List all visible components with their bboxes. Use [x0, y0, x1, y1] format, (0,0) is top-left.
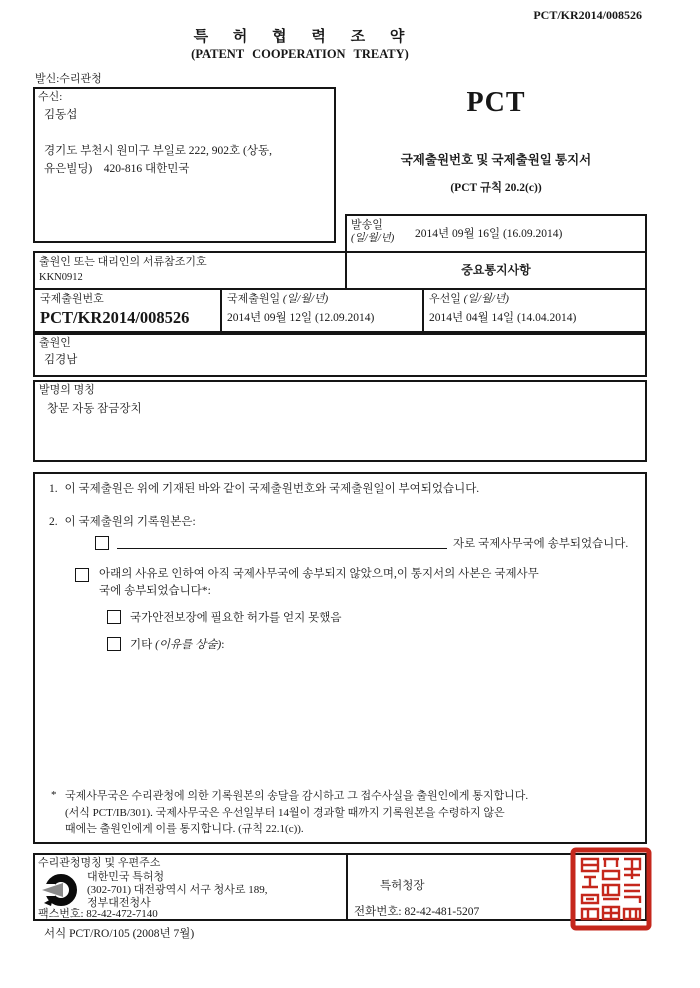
- footnote-line-1: 국제사무국은 수리관청에 의한 기록원본의 송달을 감시하고 그 접수사실을 출원인에게 통지합니다.: [65, 790, 529, 802]
- recipient-address-box: [33, 87, 336, 243]
- dispatch-date-value: 2014년 09월 16일 (16.09.2014): [415, 228, 563, 240]
- receiving-office-box: [33, 853, 647, 921]
- checkbox-sent-to-ib: [95, 536, 109, 550]
- sub-option-other-post: :: [221, 639, 225, 651]
- blank-date-line: [117, 534, 447, 549]
- invention-title-row: [33, 380, 647, 462]
- dispatch-date-box: [345, 214, 647, 253]
- recipient-address-line2: 유은빌딩) 420-816 대한민국: [44, 163, 190, 175]
- sub-option-other: [130, 638, 224, 653]
- footnote-line-2: (서식 PCT/IB/301). 국제사무국은 우선일부터 14월이 경과할 때까지 기록원본을 수령하지 않은: [65, 806, 505, 819]
- body-item-1-number: 1.: [49, 483, 58, 495]
- document-number: PCT/KR2014/008526: [533, 8, 642, 22]
- notice-title: 국제출원번호 및 국제출원일 통지서: [400, 153, 592, 167]
- applicant-value: 김경남: [44, 354, 78, 366]
- checkbox-not-yet-sent: [75, 568, 89, 582]
- form-identifier: 서식 PCT/RO/105 (2008년 7월): [44, 928, 195, 940]
- body-item-1: [49, 482, 629, 497]
- applicant-label: 출원인: [39, 337, 71, 349]
- fax-number: 팩스번호: 82-42-472-7140: [38, 908, 158, 920]
- reference-row: [33, 251, 647, 290]
- application-data-row: [33, 288, 647, 333]
- receiving-office-name: 대한민국 특허청: [87, 871, 165, 883]
- body-item-1-text: 이 국제출원은 위에 기재된 바와 같이 국제출원번호와 국제출원일이 부여되었습니다.: [64, 483, 480, 495]
- checkbox-national-security: [107, 610, 121, 624]
- filing-date-format: (일/월/년): [282, 293, 329, 305]
- ia-number-value: PCT/KR2014/008526: [40, 308, 190, 327]
- dispatch-date-label: 발송일: [351, 219, 383, 231]
- page-subtitle: (PATENT COOPERATION TREATY): [191, 47, 409, 61]
- dispatch-date-format: (일/월/년): [351, 233, 395, 244]
- page-title: 특 허 협 력 조 약: [193, 29, 407, 45]
- receiving-office-address-2: 정부대전청사: [87, 897, 151, 909]
- priority-date-value: 2014년 04월 14일 (14.04.2014): [429, 312, 577, 324]
- receiving-office-address-1: (302-701) 대전광역시 서구 청사로 189,: [87, 884, 268, 896]
- checkbox-other-reason: [107, 637, 121, 651]
- phone-number: 전화번호: 82-42-481-5207: [354, 906, 480, 918]
- from-office-label: 발신:수리관청: [35, 73, 102, 85]
- file-reference-label: 출원인 또는 대리인의 서류참조기호: [39, 256, 207, 268]
- official-seal-stamp-icon: [570, 847, 652, 936]
- applicant-row: [33, 333, 647, 377]
- body-item-2: [49, 515, 629, 530]
- footnote-line-3: 때에는 출원인에게 이를 통지합니다. (규칙 22.1(c)).: [65, 823, 304, 835]
- option-sent-text: 자로 국제사무국에 송부되었습니다.: [453, 538, 629, 550]
- footnote: [65, 788, 625, 838]
- commissioner-title: 특허청장: [380, 880, 425, 892]
- important-notice-label: 중요통지사항: [461, 263, 531, 277]
- option-not-sent-line1: 아래의 사유로 인하여 아직 국제사무국에 송부되지 않았으며,이 통지서의 사본은 국제사무: [99, 568, 539, 580]
- recipient-to-label: 수신:: [38, 91, 63, 103]
- footnote-mark: *: [51, 789, 57, 801]
- priority-date-format: (일/월/년): [463, 293, 509, 305]
- receiving-office-label: 수리관청명칭 및 우편주소: [38, 857, 161, 869]
- priority-date-label: 우선일: [429, 293, 464, 305]
- sub-option-national-security: 국가안전보장에 필요한 허가를 얻지 못했음: [130, 612, 342, 624]
- pct-logo-text: PCT: [466, 87, 526, 118]
- invention-title-value: 창문 자동 잠금장치: [47, 403, 142, 415]
- recipient-name: 김동섭: [44, 109, 78, 121]
- recipient-address-line1: 경기도 부천시 원미구 부일로 222, 902호 (상동,: [44, 145, 272, 157]
- notice-rule-reference: (PCT 규칙 20.2(c)): [450, 182, 542, 194]
- file-reference-value: KKN0912: [39, 272, 83, 283]
- sub-option-other-pre: 기타: [130, 639, 156, 651]
- notification-body-box: [33, 472, 647, 844]
- body-item-2-text: 이 국제출원의 기록원본은:: [64, 516, 196, 528]
- filing-date-value: 2014년 09월 12일 (12.09.2014): [227, 312, 375, 324]
- body-item-2-number: 2.: [49, 516, 58, 528]
- invention-title-label: 발명의 명칭: [39, 384, 95, 396]
- ia-number-label: 국제출원번호: [40, 293, 104, 305]
- sub-option-other-italic: (이유를 상술): [155, 639, 222, 651]
- filing-date-label: 국제출원일: [227, 293, 283, 305]
- option-not-sent-line2: 국에 송부되었습니다*:: [99, 585, 211, 597]
